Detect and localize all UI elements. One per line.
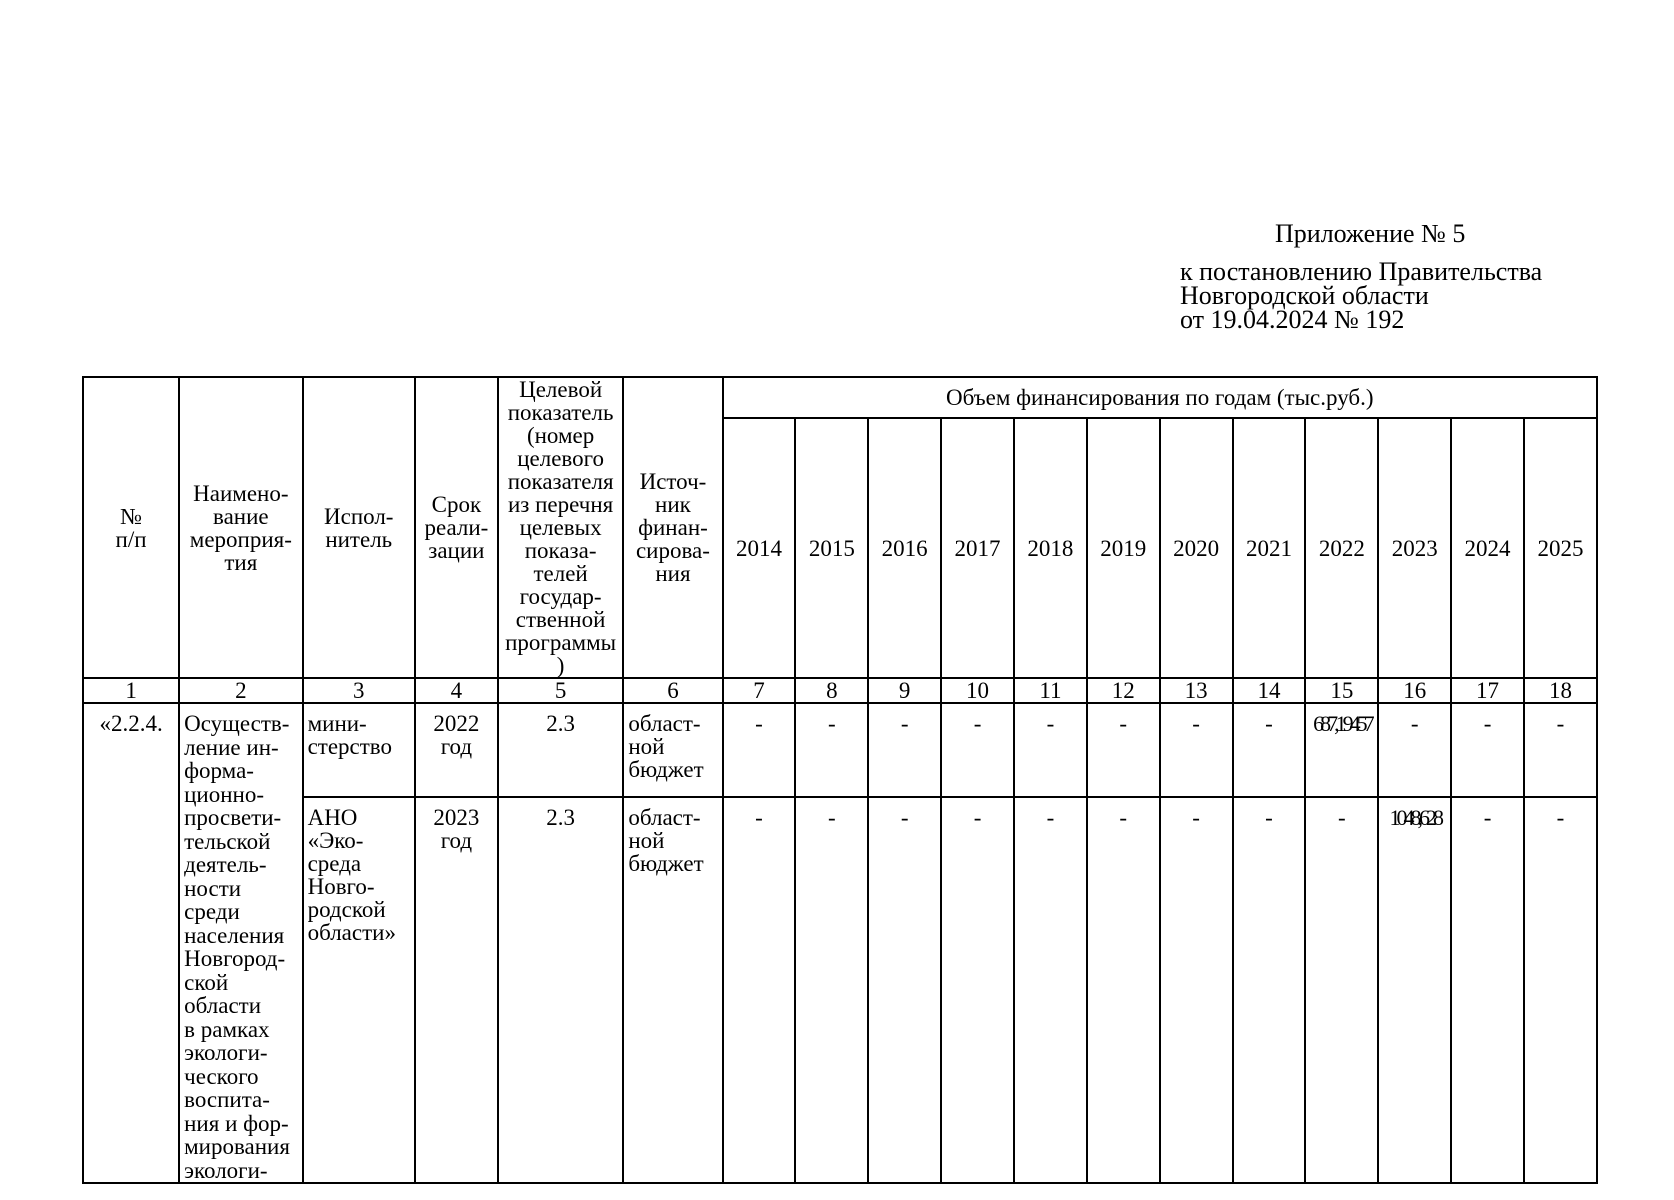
appendix-date: от 19.04.2024 № 192 [1180, 305, 1405, 334]
target-indicator: 2.3 [498, 797, 623, 1183]
column-number: 7 [723, 678, 796, 703]
value-2016: - [868, 703, 941, 797]
target-indicator: 2.3 [498, 703, 623, 797]
column-number: 3 [303, 678, 415, 703]
value-2025: - [1524, 797, 1597, 1183]
header-year: 2019 [1087, 418, 1160, 678]
value-2023: - [1378, 703, 1451, 797]
value-2015: - [795, 703, 868, 797]
value-2017: - [941, 703, 1014, 797]
term: 2022 год [415, 703, 498, 797]
column-number: 14 [1233, 678, 1306, 703]
appendix-header [1180, 219, 1600, 334]
value-2014: - [723, 797, 796, 1183]
column-number: 5 [498, 678, 623, 703]
value-2016: - [868, 797, 941, 1183]
column-number: 4 [415, 678, 498, 703]
value-2025: - [1524, 703, 1597, 797]
value-2021: - [1233, 797, 1306, 1183]
appendix-region: Новгородской области [1180, 281, 1429, 310]
funding-table [82, 376, 1598, 1184]
value-2022-text: 687,19457 [1313, 711, 1371, 736]
term: 2023 год [415, 797, 498, 1183]
funding-source: област- ной бюджет [623, 797, 722, 1183]
column-number: 13 [1160, 678, 1233, 703]
header-year: 2018 [1014, 418, 1087, 678]
column-number: 10 [941, 678, 1014, 703]
appendix-title: Приложение № 5 [1275, 219, 1466, 248]
column-number: 15 [1305, 678, 1378, 703]
header-source: Источ- ник финан- сирова- ния [623, 377, 722, 678]
value-2018: - [1014, 703, 1087, 797]
value-2024: - [1451, 797, 1524, 1183]
value-2018: - [1014, 797, 1087, 1183]
column-number: 6 [623, 678, 722, 703]
appendix-ref: к постановлению Правительства [1180, 257, 1543, 286]
header-executor: Испол- нитель [303, 377, 415, 678]
column-number: 18 [1524, 678, 1597, 703]
value-2019: - [1087, 797, 1160, 1183]
executor: АНО «Эко- среда Новго- родской области» [303, 797, 415, 1183]
header-year: 2025 [1524, 418, 1597, 678]
header-year: 2014 [723, 418, 796, 678]
column-number: 8 [795, 678, 868, 703]
value-2022 [1305, 703, 1378, 797]
value-2015: - [795, 797, 868, 1183]
header-year: 2016 [868, 418, 941, 678]
value-2023 [1378, 797, 1451, 1183]
value-2017: - [941, 797, 1014, 1183]
column-number: 16 [1378, 678, 1451, 703]
header-year: 2015 [795, 418, 868, 678]
column-number: 11 [1014, 678, 1087, 703]
column-number: 2 [179, 678, 302, 703]
value-2014: - [723, 703, 796, 797]
funding-source: област- ной бюджет [623, 703, 722, 797]
value-2024: - [1451, 703, 1524, 797]
header-year: 2023 [1378, 418, 1451, 678]
column-number: 1 [83, 678, 179, 703]
header-year: 2022 [1305, 418, 1378, 678]
header-name: Наимено- вание мероприя- тия [179, 377, 302, 678]
value-2021: - [1233, 703, 1306, 797]
value-2019: - [1087, 703, 1160, 797]
header-term: Срок реали- зации [415, 377, 498, 678]
header-num: № п/п [83, 377, 179, 678]
column-number: 17 [1451, 678, 1524, 703]
value-2022: - [1305, 797, 1378, 1183]
value-2020: - [1160, 797, 1233, 1183]
header-year: 2020 [1160, 418, 1233, 678]
column-number: 9 [868, 678, 941, 703]
value-2020: - [1160, 703, 1233, 797]
executor: мини- стерство [303, 703, 415, 797]
header-funding-group: Объем финансирования по годам (тыс.руб.) [723, 377, 1597, 418]
header-year: 2017 [941, 418, 1014, 678]
activity-name: Осуществ- ление ин- форма- ционно- просвети- тельской деятель- ности среди населения Новгород- ской области в рамках экологи- ческого воспита- ния и фор- мирования экологи- [179, 703, 302, 1183]
row-number: «2.2.4. [83, 703, 179, 1183]
header-target: Целевой показатель (номер целевого показателя из перечня целевых показа- телей государ- ственной программы) [498, 377, 623, 678]
header-year: 2021 [1233, 418, 1306, 678]
header-year: 2024 [1451, 418, 1524, 678]
value-2023-text: 1048,628 [1389, 804, 1440, 830]
column-number: 12 [1087, 678, 1160, 703]
